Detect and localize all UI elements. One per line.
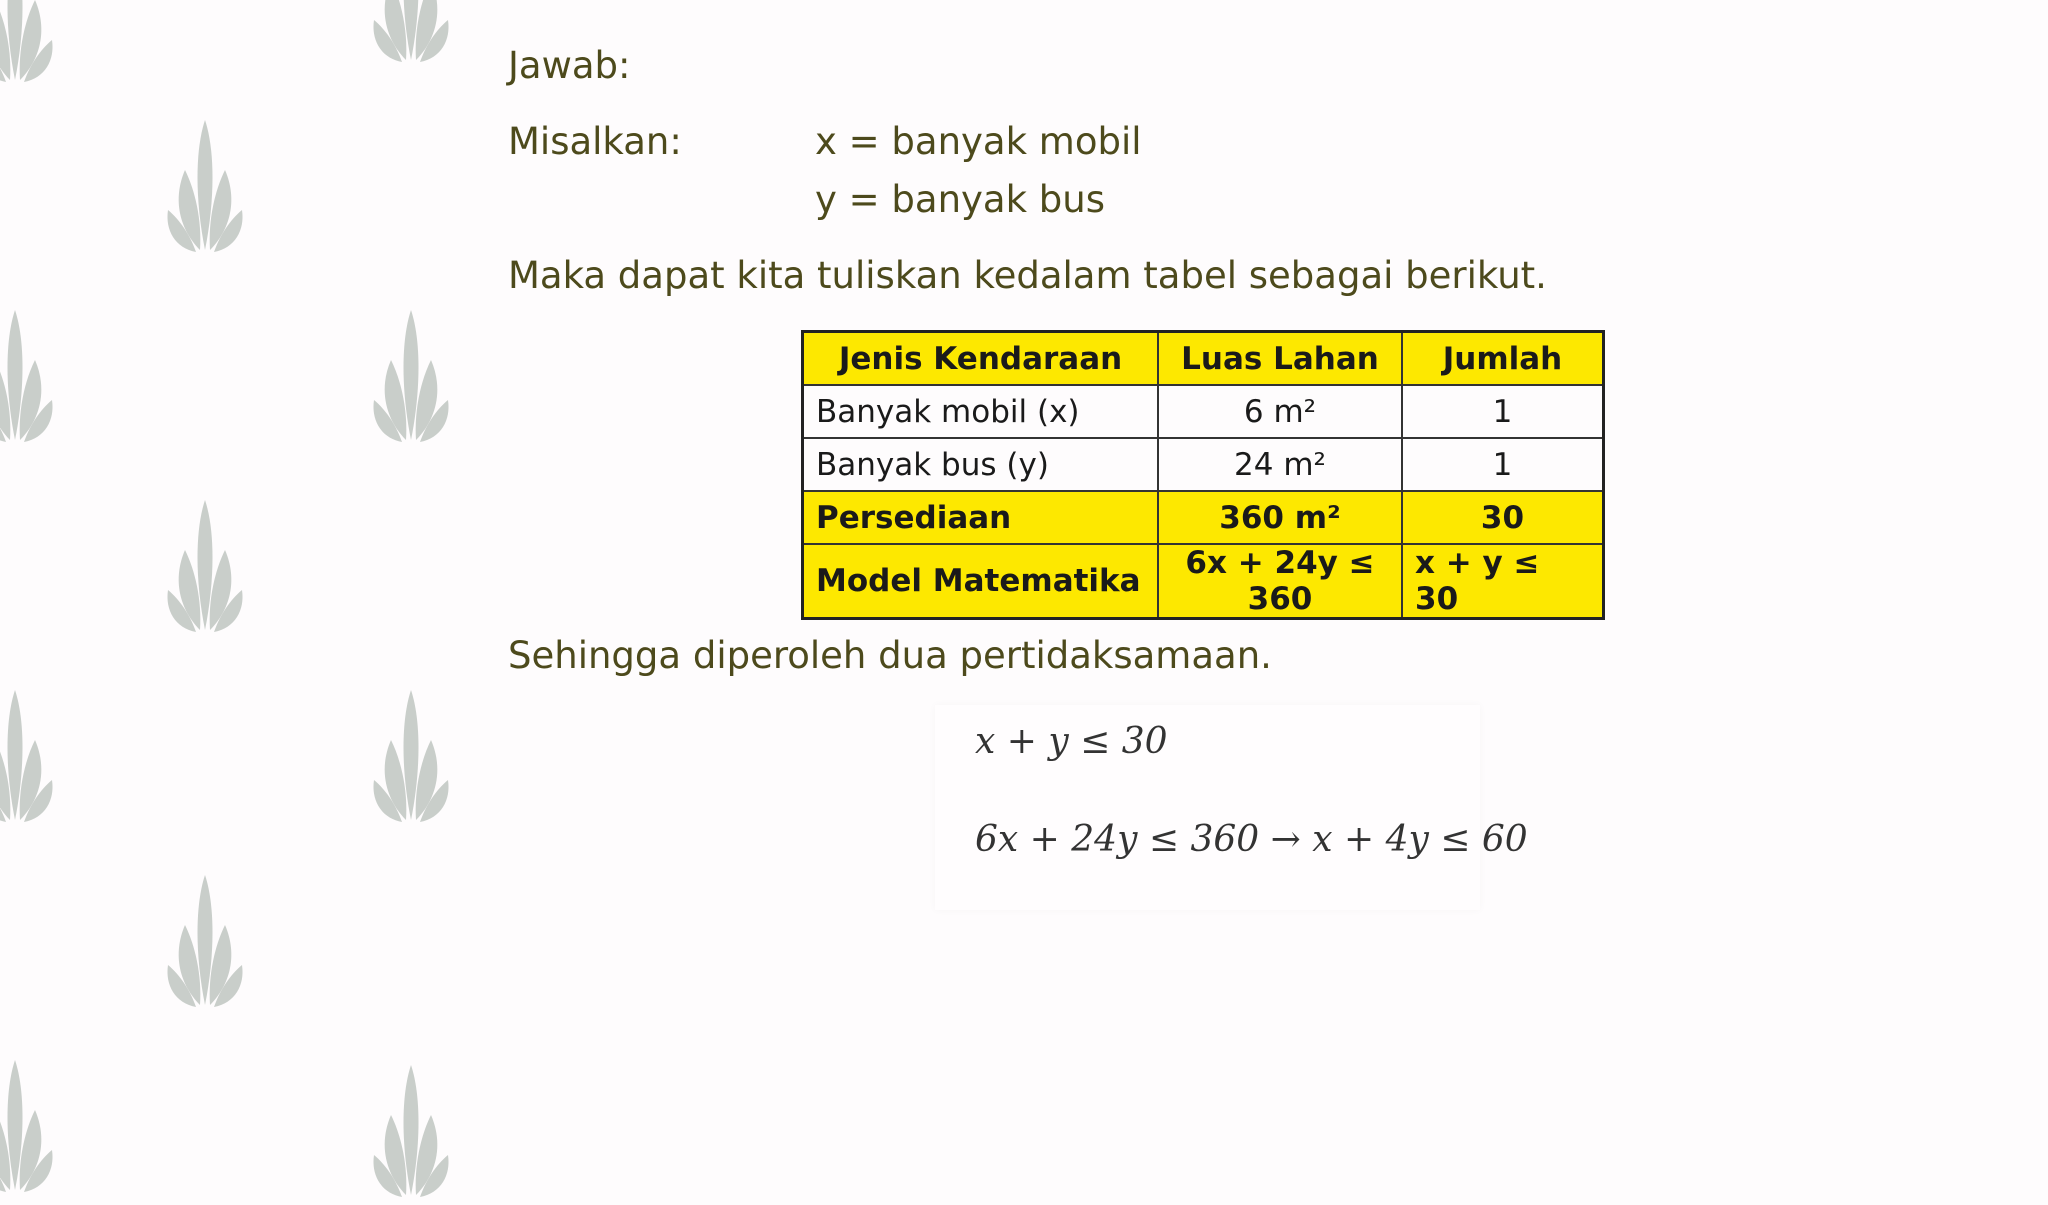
table-row-model [803, 544, 1604, 619]
header-count: Jumlah [1402, 332, 1604, 386]
table-header-row [803, 332, 1604, 386]
leaf-icon [0, 1050, 60, 1200]
leaf-icon [160, 110, 250, 260]
row-count: 1 [1402, 385, 1604, 438]
table-row-supply [803, 491, 1604, 544]
table-row [803, 385, 1604, 438]
leaf-icon [160, 865, 250, 1015]
row-count: 30 [1402, 491, 1604, 544]
conclusion-text: Sehingga diperoleh dua pertidaksamaan. [508, 634, 1272, 677]
x-definition: x = banyak mobil [815, 120, 1142, 163]
equation-box [935, 705, 1528, 910]
vehicle-table [801, 330, 1605, 620]
row-label: Model Matematika [803, 544, 1159, 619]
row-area: 24 m² [1158, 438, 1402, 491]
row-label: Banyak mobil (x) [803, 385, 1159, 438]
table-intro: Maka dapat kita tuliskan kedalam tabel sebagai berikut. [508, 254, 1547, 297]
leaf-icon [0, 300, 60, 450]
row-area: 6 m² [1158, 385, 1402, 438]
header-area: Luas Lahan [1158, 332, 1402, 386]
row-area: 6x + 24y ≤ 360 [1158, 544, 1402, 619]
leaf-icon [0, 0, 60, 90]
let-label: Misalkan: [508, 120, 682, 163]
leaf-icon [0, 680, 60, 830]
equation-1: x + y ≤ 30 [975, 721, 1168, 762]
row-count: 1 [1402, 438, 1604, 491]
y-definition: y = banyak bus [815, 178, 1106, 221]
answer-label: Jawab: [508, 44, 631, 87]
table-row [803, 438, 1604, 491]
leaf-icon [366, 300, 456, 450]
leaf-icon [366, 0, 456, 70]
header-vehicle-type: Jenis Kendaraan [803, 332, 1159, 386]
leaf-icon [366, 1055, 456, 1205]
row-label: Persediaan [803, 491, 1159, 544]
equation-2: 6x + 24y ≤ 360 → x + 4y ≤ 60 [975, 819, 1528, 860]
row-area: 360 m² [1158, 491, 1402, 544]
row-count: x + y ≤ 30 [1402, 544, 1604, 619]
row-label: Banyak bus (y) [803, 438, 1159, 491]
leaf-icon [160, 490, 250, 640]
leaf-icon [366, 680, 456, 830]
